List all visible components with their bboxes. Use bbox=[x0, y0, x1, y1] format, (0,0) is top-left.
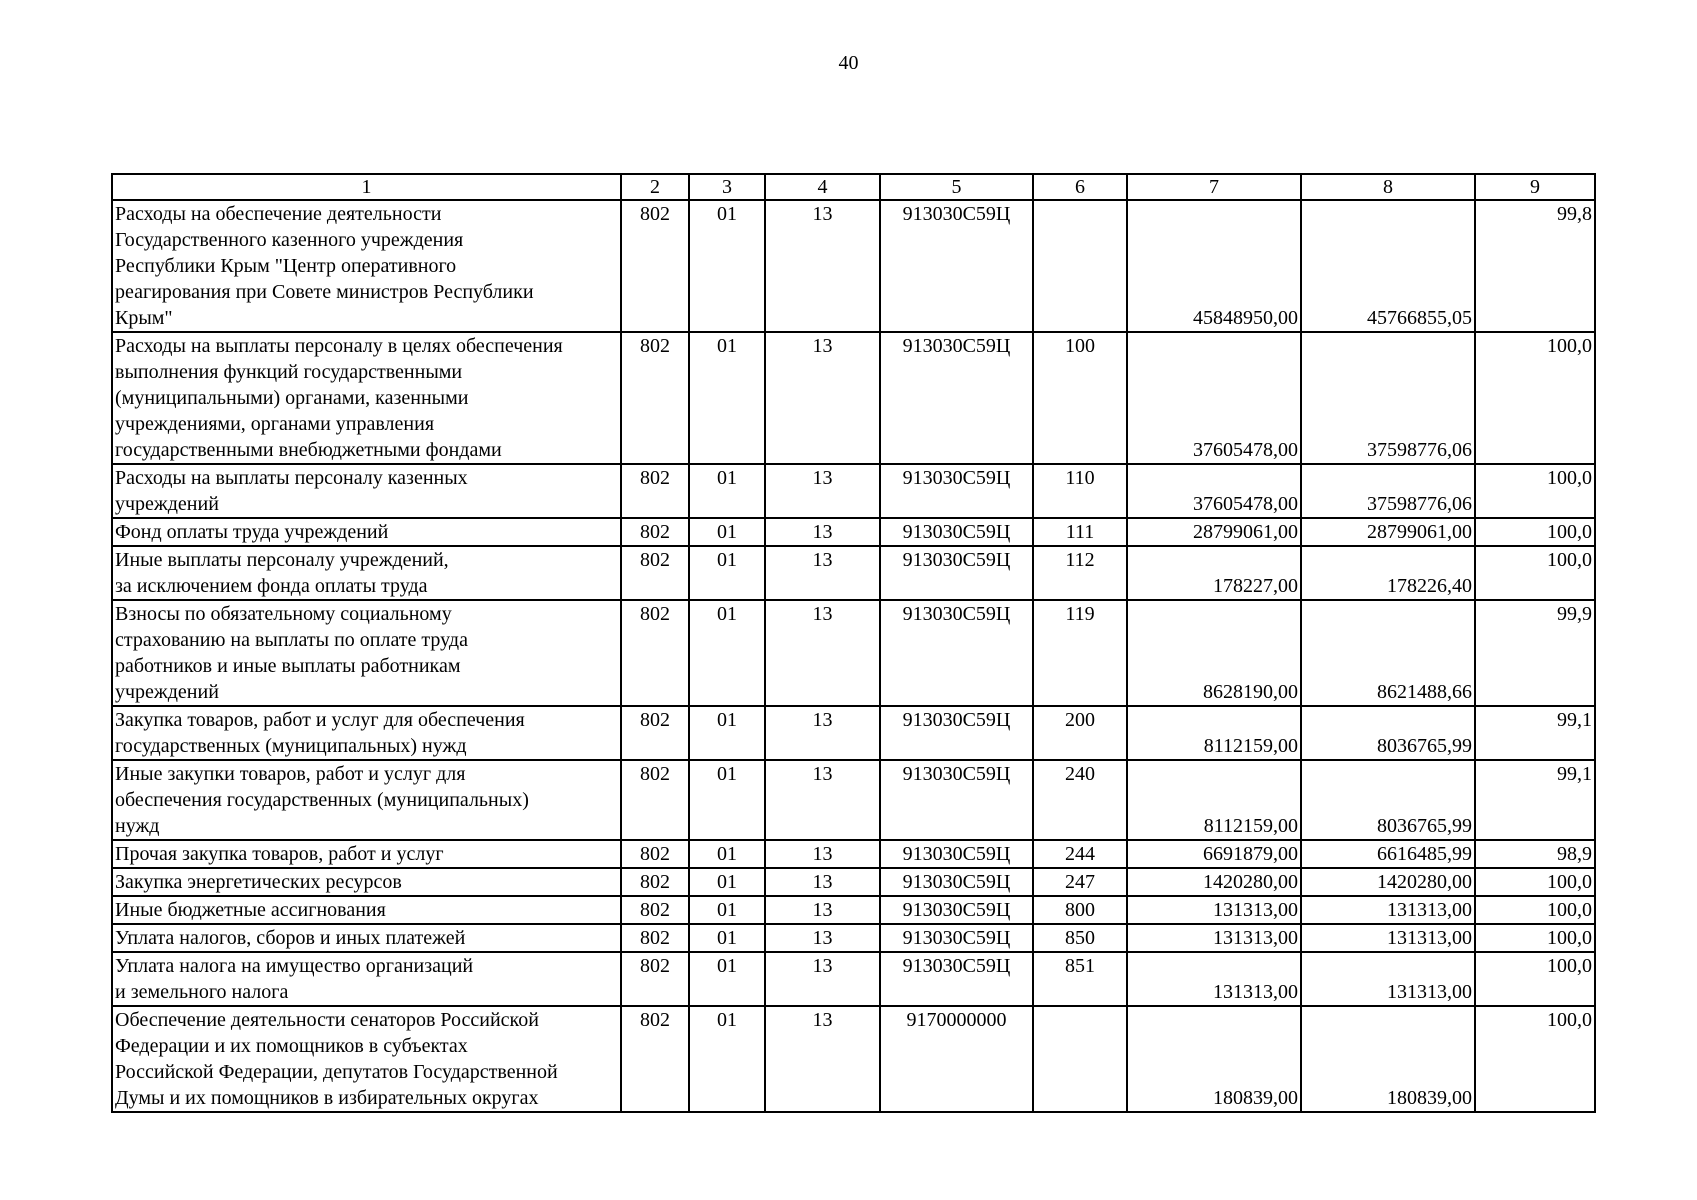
expense-type-cell: 200 bbox=[1033, 706, 1127, 760]
expense-type-cell: 244 bbox=[1033, 840, 1127, 868]
planned-amount-cell: 6691879,00 bbox=[1127, 840, 1301, 868]
planned-amount-cell: 45848950,00 bbox=[1127, 200, 1301, 332]
target-item-cell: 913030С59Ц bbox=[880, 706, 1033, 760]
target-item-cell: 9170000000 bbox=[880, 1006, 1033, 1112]
admin-code-cell: 802 bbox=[621, 760, 689, 840]
row-name-cell: Иные выплаты персоналу учреждений, за исключением фонда оплаты труда bbox=[112, 546, 621, 600]
header-cell-4: 4 bbox=[765, 174, 880, 200]
planned-amount-cell: 8112159,00 bbox=[1127, 706, 1301, 760]
subsection-code-cell: 13 bbox=[765, 332, 880, 464]
expense-type-cell: 850 bbox=[1033, 924, 1127, 952]
execution-percent-cell: 99,1 bbox=[1475, 706, 1595, 760]
section-code-cell: 01 bbox=[689, 952, 765, 1006]
table-row bbox=[112, 896, 1595, 924]
subsection-code-cell: 13 bbox=[765, 840, 880, 868]
section-code-cell: 01 bbox=[689, 706, 765, 760]
admin-code-cell: 802 bbox=[621, 200, 689, 332]
target-item-cell: 913030С59Ц bbox=[880, 896, 1033, 924]
target-item-cell: 913030С59Ц bbox=[880, 952, 1033, 1006]
section-code-cell: 01 bbox=[689, 840, 765, 868]
table-row bbox=[112, 840, 1595, 868]
subsection-code-cell: 13 bbox=[765, 546, 880, 600]
execution-percent-cell: 98,9 bbox=[1475, 840, 1595, 868]
row-name-cell: Иные бюджетные ассигнования bbox=[112, 896, 621, 924]
planned-amount-cell: 28799061,00 bbox=[1127, 518, 1301, 546]
header-cell-2: 2 bbox=[621, 174, 689, 200]
execution-percent-cell: 100,0 bbox=[1475, 1006, 1595, 1112]
executed-amount-cell: 180839,00 bbox=[1301, 1006, 1475, 1112]
row-name-cell: Обеспечение деятельности сенаторов Российской Федерации и их помощников в субъектах Российской Федерации, депутатов Государственной Думы и их помощников в избирательных округах bbox=[112, 1006, 621, 1112]
budget-table bbox=[111, 173, 1596, 1113]
subsection-code-cell: 13 bbox=[765, 760, 880, 840]
admin-code-cell: 802 bbox=[621, 518, 689, 546]
target-item-cell: 913030С59Ц bbox=[880, 518, 1033, 546]
table-row bbox=[112, 924, 1595, 952]
executed-amount-cell: 1420280,00 bbox=[1301, 868, 1475, 896]
table-row bbox=[112, 332, 1595, 464]
table-row bbox=[112, 546, 1595, 600]
planned-amount-cell: 37605478,00 bbox=[1127, 332, 1301, 464]
planned-amount-cell: 1420280,00 bbox=[1127, 868, 1301, 896]
subsection-code-cell: 13 bbox=[765, 1006, 880, 1112]
execution-percent-cell: 100,0 bbox=[1475, 518, 1595, 546]
section-code-cell: 01 bbox=[689, 546, 765, 600]
execution-percent-cell: 100,0 bbox=[1475, 868, 1595, 896]
table-row bbox=[112, 952, 1595, 1006]
executed-amount-cell: 8036765,99 bbox=[1301, 706, 1475, 760]
row-name-cell: Закупка товаров, работ и услуг для обеспечения государственных (муниципальных) нужд bbox=[112, 706, 621, 760]
admin-code-cell: 802 bbox=[621, 868, 689, 896]
section-code-cell: 01 bbox=[689, 760, 765, 840]
planned-amount-cell: 8628190,00 bbox=[1127, 600, 1301, 706]
header-cell-8: 8 bbox=[1301, 174, 1475, 200]
planned-amount-cell: 180839,00 bbox=[1127, 1006, 1301, 1112]
table-row bbox=[112, 760, 1595, 840]
row-name-cell: Прочая закупка товаров, работ и услуг bbox=[112, 840, 621, 868]
admin-code-cell: 802 bbox=[621, 1006, 689, 1112]
expense-type-cell: 119 bbox=[1033, 600, 1127, 706]
expense-type-cell: 100 bbox=[1033, 332, 1127, 464]
admin-code-cell: 802 bbox=[621, 600, 689, 706]
section-code-cell: 01 bbox=[689, 200, 765, 332]
row-name-cell: Расходы на обеспечение деятельности Государственного казенного учреждения Республики Крым "Центр оперативного реагирования при Совете министров Республики Крым" bbox=[112, 200, 621, 332]
executed-amount-cell: 37598776,06 bbox=[1301, 332, 1475, 464]
header-cell-7: 7 bbox=[1127, 174, 1301, 200]
section-code-cell: 01 bbox=[689, 518, 765, 546]
target-item-cell: 913030С59Ц bbox=[880, 600, 1033, 706]
executed-amount-cell: 131313,00 bbox=[1301, 924, 1475, 952]
subsection-code-cell: 13 bbox=[765, 924, 880, 952]
admin-code-cell: 802 bbox=[621, 840, 689, 868]
expense-type-cell: 240 bbox=[1033, 760, 1127, 840]
table-row bbox=[112, 868, 1595, 896]
subsection-code-cell: 13 bbox=[765, 952, 880, 1006]
expense-type-cell: 851 bbox=[1033, 952, 1127, 1006]
expense-type-cell: 112 bbox=[1033, 546, 1127, 600]
target-item-cell: 913030С59Ц bbox=[880, 546, 1033, 600]
executed-amount-cell: 6616485,99 bbox=[1301, 840, 1475, 868]
planned-amount-cell: 131313,00 bbox=[1127, 896, 1301, 924]
header-cell-9: 9 bbox=[1475, 174, 1595, 200]
section-code-cell: 01 bbox=[689, 332, 765, 464]
planned-amount-cell: 131313,00 bbox=[1127, 952, 1301, 1006]
row-name-cell: Взносы по обязательному социальному страхованию на выплаты по оплате труда работников и иные выплаты работникам учреждений bbox=[112, 600, 621, 706]
executed-amount-cell: 131313,00 bbox=[1301, 952, 1475, 1006]
executed-amount-cell: 28799061,00 bbox=[1301, 518, 1475, 546]
row-name-cell: Уплата налога на имущество организаций и земельного налога bbox=[112, 952, 621, 1006]
admin-code-cell: 802 bbox=[621, 896, 689, 924]
planned-amount-cell: 131313,00 bbox=[1127, 924, 1301, 952]
subsection-code-cell: 13 bbox=[765, 518, 880, 546]
table-row bbox=[112, 518, 1595, 546]
executed-amount-cell: 37598776,06 bbox=[1301, 464, 1475, 518]
subsection-code-cell: 13 bbox=[765, 896, 880, 924]
expense-type-cell bbox=[1033, 1006, 1127, 1112]
expense-type-cell: 247 bbox=[1033, 868, 1127, 896]
target-item-cell: 913030С59Ц bbox=[880, 868, 1033, 896]
admin-code-cell: 802 bbox=[621, 332, 689, 464]
execution-percent-cell: 99,8 bbox=[1475, 200, 1595, 332]
target-item-cell: 913030С59Ц bbox=[880, 924, 1033, 952]
target-item-cell: 913030С59Ц bbox=[880, 760, 1033, 840]
table-row bbox=[112, 200, 1595, 332]
expense-type-cell bbox=[1033, 200, 1127, 332]
subsection-code-cell: 13 bbox=[765, 706, 880, 760]
admin-code-cell: 802 bbox=[621, 464, 689, 518]
target-item-cell: 913030С59Ц bbox=[880, 200, 1033, 332]
executed-amount-cell: 45766855,05 bbox=[1301, 200, 1475, 332]
section-code-cell: 01 bbox=[689, 464, 765, 518]
admin-code-cell: 802 bbox=[621, 924, 689, 952]
table-row bbox=[112, 706, 1595, 760]
admin-code-cell: 802 bbox=[621, 952, 689, 1006]
page-number: 40 bbox=[838, 52, 859, 74]
subsection-code-cell: 13 bbox=[765, 600, 880, 706]
execution-percent-cell: 100,0 bbox=[1475, 896, 1595, 924]
executed-amount-cell: 178226,40 bbox=[1301, 546, 1475, 600]
subsection-code-cell: 13 bbox=[765, 200, 880, 332]
row-name-cell: Закупка энергетических ресурсов bbox=[112, 868, 621, 896]
executed-amount-cell: 131313,00 bbox=[1301, 896, 1475, 924]
table-row bbox=[112, 1006, 1595, 1112]
target-item-cell: 913030С59Ц bbox=[880, 464, 1033, 518]
header-cell-5: 5 bbox=[880, 174, 1033, 200]
execution-percent-cell: 99,9 bbox=[1475, 600, 1595, 706]
execution-percent-cell: 100,0 bbox=[1475, 546, 1595, 600]
subsection-code-cell: 13 bbox=[765, 464, 880, 518]
header-cell-6: 6 bbox=[1033, 174, 1127, 200]
planned-amount-cell: 178227,00 bbox=[1127, 546, 1301, 600]
target-item-cell: 913030С59Ц bbox=[880, 332, 1033, 464]
expense-type-cell: 110 bbox=[1033, 464, 1127, 518]
header-cell-3: 3 bbox=[689, 174, 765, 200]
admin-code-cell: 802 bbox=[621, 706, 689, 760]
table-row bbox=[112, 600, 1595, 706]
row-name-cell: Иные закупки товаров, работ и услуг для обеспечения государственных (муниципальных) нужд bbox=[112, 760, 621, 840]
planned-amount-cell: 8112159,00 bbox=[1127, 760, 1301, 840]
execution-percent-cell: 100,0 bbox=[1475, 952, 1595, 1006]
row-name-cell: Фонд оплаты труда учреждений bbox=[112, 518, 621, 546]
section-code-cell: 01 bbox=[689, 868, 765, 896]
row-name-cell: Уплата налогов, сборов и иных платежей bbox=[112, 924, 621, 952]
section-code-cell: 01 bbox=[689, 924, 765, 952]
expense-type-cell: 111 bbox=[1033, 518, 1127, 546]
executed-amount-cell: 8036765,99 bbox=[1301, 760, 1475, 840]
execution-percent-cell: 100,0 bbox=[1475, 464, 1595, 518]
execution-percent-cell: 99,1 bbox=[1475, 760, 1595, 840]
row-name-cell: Расходы на выплаты персоналу в целях обеспечения выполнения функций государственными (муниципальными) органами, казенными учреждениями, органами управления государственными внебюджетными фондами bbox=[112, 332, 621, 464]
target-item-cell: 913030С59Ц bbox=[880, 840, 1033, 868]
table-body bbox=[112, 174, 1595, 1112]
subsection-code-cell: 13 bbox=[765, 868, 880, 896]
expense-type-cell: 800 bbox=[1033, 896, 1127, 924]
section-code-cell: 01 bbox=[689, 1006, 765, 1112]
execution-percent-cell: 100,0 bbox=[1475, 924, 1595, 952]
admin-code-cell: 802 bbox=[621, 546, 689, 600]
section-code-cell: 01 bbox=[689, 896, 765, 924]
table-row bbox=[112, 464, 1595, 518]
section-code-cell: 01 bbox=[689, 600, 765, 706]
row-name-cell: Расходы на выплаты персоналу казенных учреждений bbox=[112, 464, 621, 518]
header-cell-1: 1 bbox=[112, 174, 621, 200]
planned-amount-cell: 37605478,00 bbox=[1127, 464, 1301, 518]
execution-percent-cell: 100,0 bbox=[1475, 332, 1595, 464]
table-header-row bbox=[112, 174, 1595, 200]
executed-amount-cell: 8621488,66 bbox=[1301, 600, 1475, 706]
